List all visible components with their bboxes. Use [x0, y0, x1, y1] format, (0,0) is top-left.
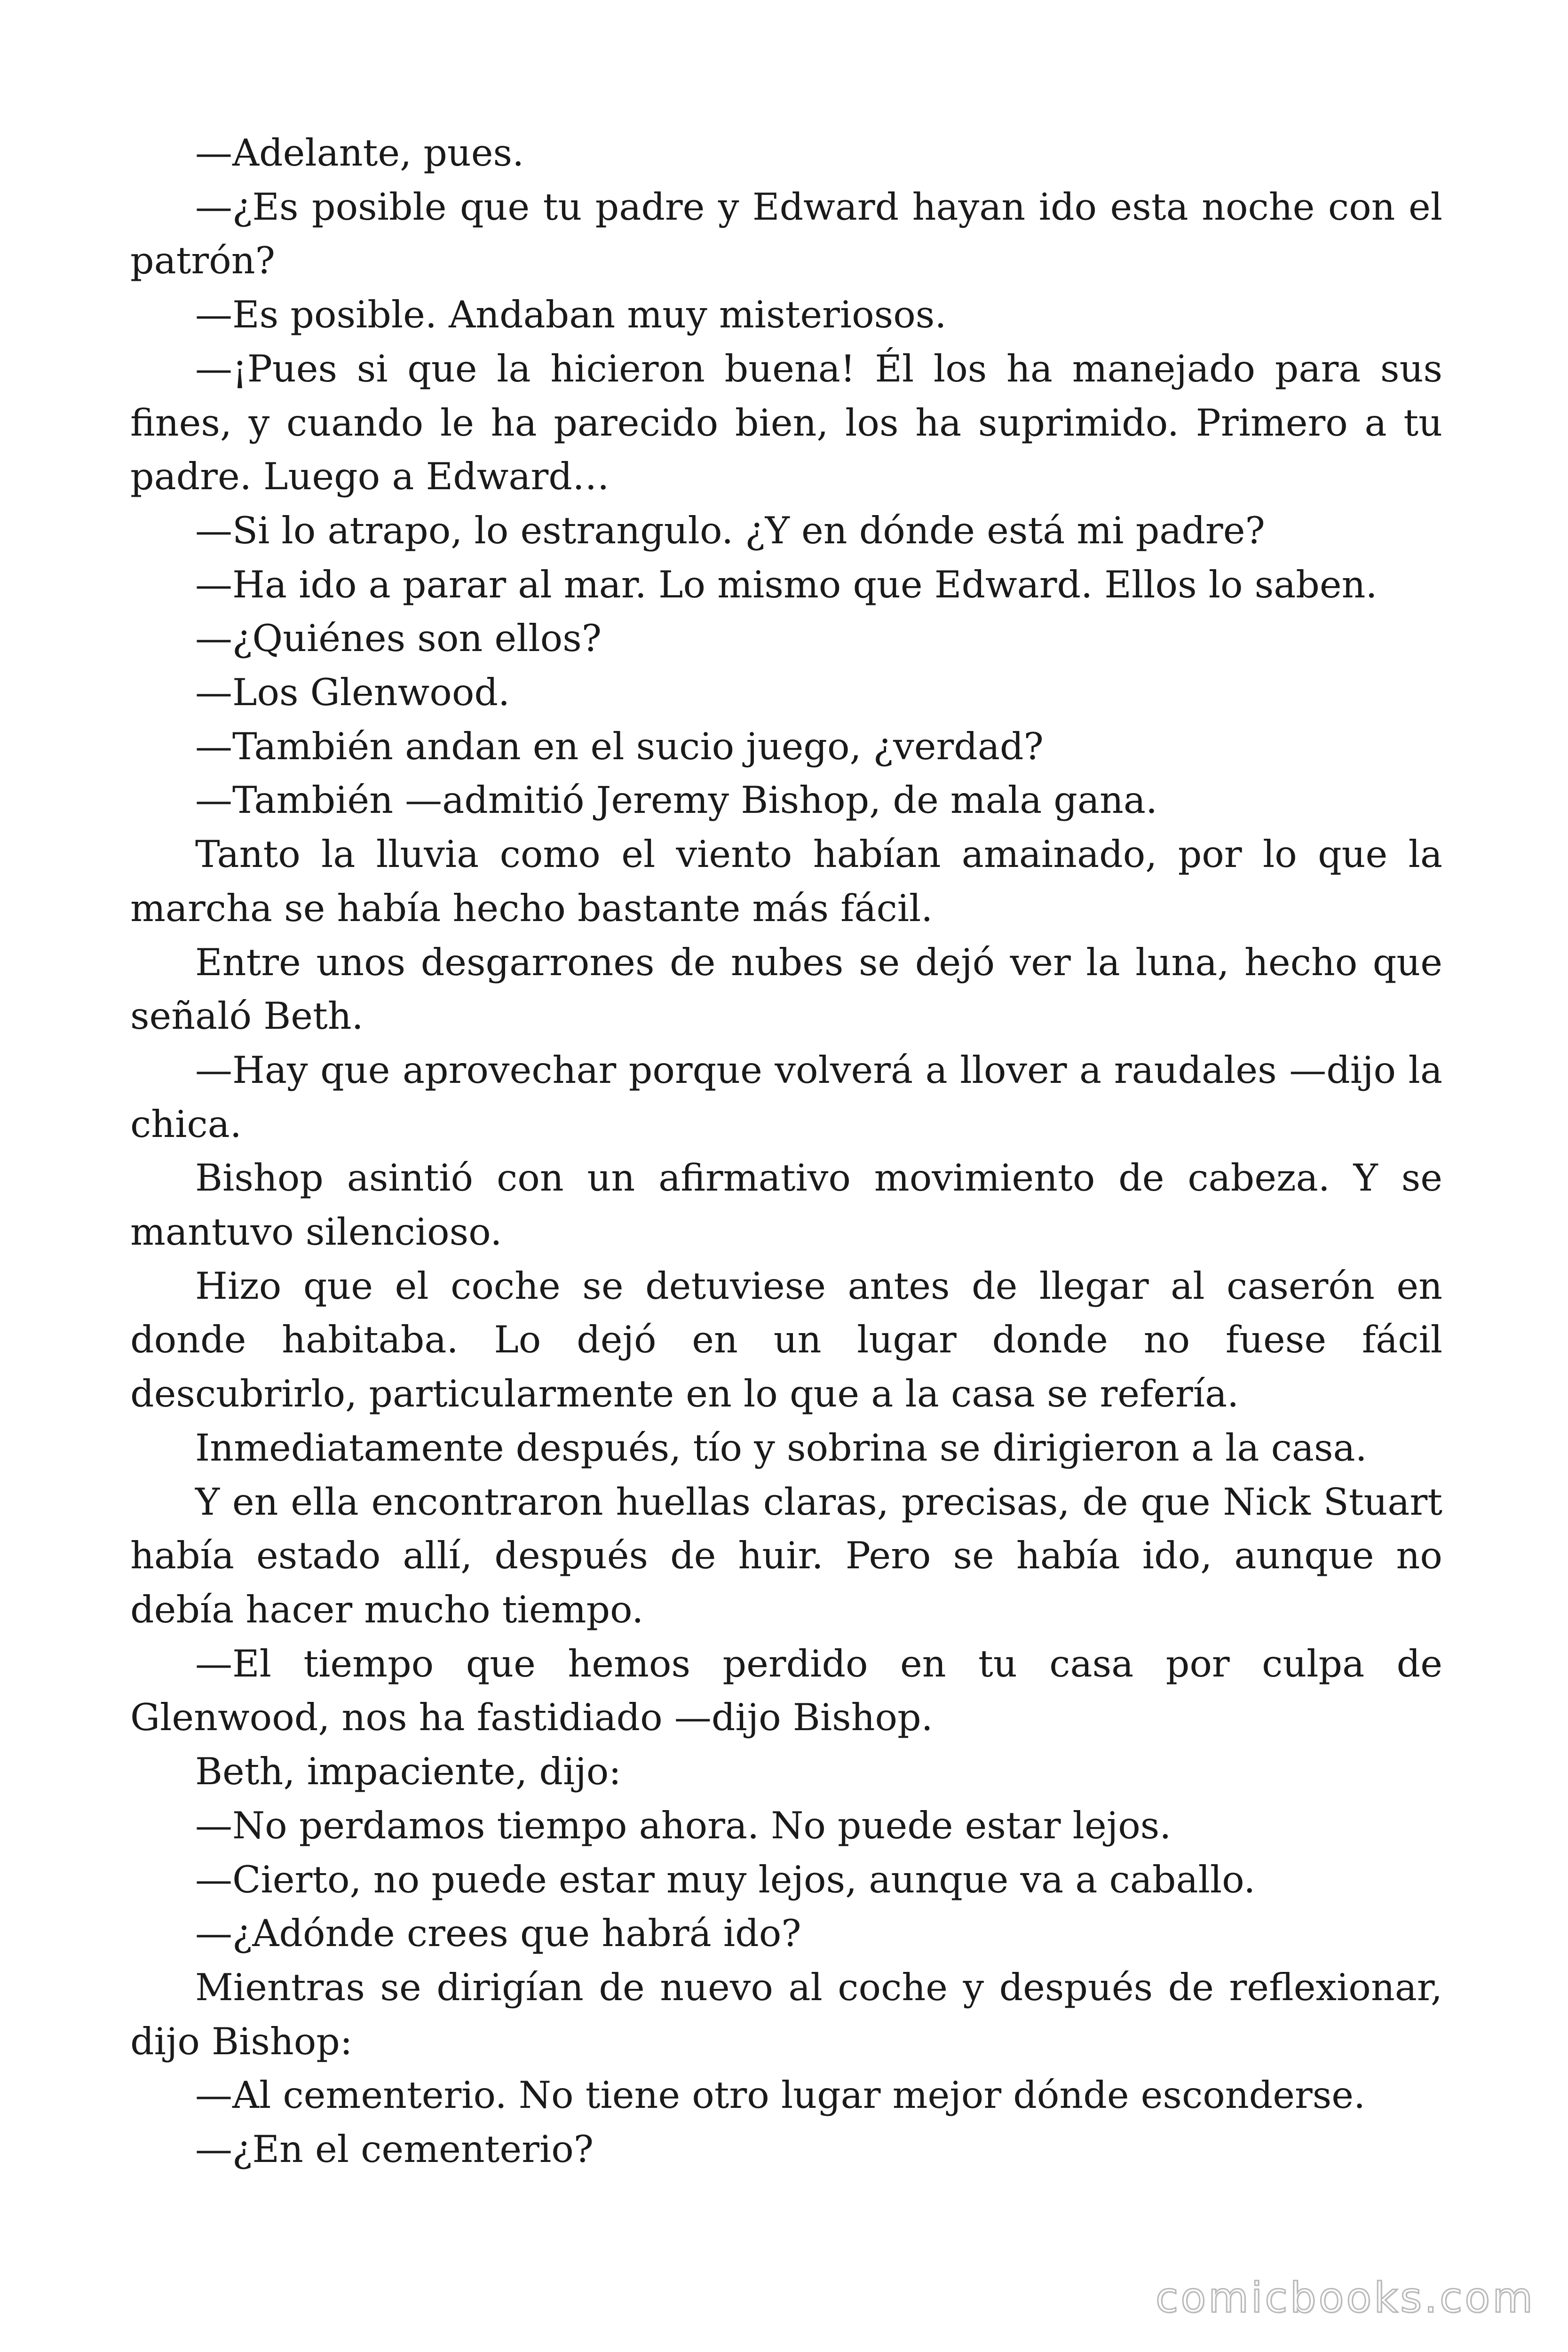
- paragraph: Entre unos desgarrones de nubes se dejó ver la luna, hecho que señaló Beth.: [130, 940, 1442, 1038]
- paragraph: Inmediatamente después, tío y sobrina se dirigieron a la casa.: [195, 1426, 1367, 1470]
- paragraph: —Al cementerio. No tiene otro lugar mejor dónde esconderse.: [195, 2074, 1366, 2117]
- paragraph: Mientras se dirigían de nuevo al coche y después de reflexionar, dijo Bishop:: [130, 1965, 1442, 2063]
- paragraph: —No perdamos tiempo ahora. No puede estar lejos.: [195, 1804, 1172, 1847]
- paragraph: —También —admitió Jeremy Bishop, de mala gana.: [195, 779, 1158, 822]
- paragraph: —¿En el cementerio?: [195, 2128, 594, 2171]
- paragraph: —Si lo atrapo, lo estrangulo. ¿Y en dónde está mi padre?: [195, 509, 1265, 552]
- paragraph: Y en ella encontraron huellas claras, precisas, de que Nick Stuart había estado allí, después de huir. Pero se había ido, aunque no debía hacer mucho tiempo.: [130, 1480, 1442, 1631]
- paragraph: —¿Es posible que tu padre y Edward hayan ido esta noche con el patrón?: [130, 185, 1442, 283]
- paragraph: Tanto la lluvia como el viento habían amainado, por lo que la marcha se había hecho bastante más fácil.: [130, 833, 1442, 930]
- paragraph: Bishop asintió con un afirmativo movimiento de cabeza. Y se mantuvo silencioso.: [130, 1156, 1442, 1254]
- paragraph: —Los Glenwood.: [195, 671, 510, 715]
- watermark: comicbooks.com: [1155, 2273, 1535, 2322]
- paragraph: —Adelante, pues.: [195, 131, 524, 175]
- paragraph: —También andan en el sucio juego, ¿verdad?: [195, 724, 1044, 768]
- body-text: [130, 126, 1442, 2177]
- paragraph: —Ha ido a parar al mar. Lo mismo que Edward. Ellos lo saben.: [195, 563, 1378, 606]
- paragraph: —Hay que aprovechar porque volverá a llover a raudales —dijo la chica.: [130, 1048, 1442, 1146]
- paragraph: Hizo que el coche se detuviese antes de llegar al caserón en donde habitaba. Lo dejó en un lugar donde no fuese fácil descubrirlo, particularmente en lo que a la casa se refería.: [130, 1264, 1442, 1416]
- paragraph: —¿Quiénes son ellos?: [195, 617, 602, 660]
- paragraph: —Es posible. Andaban muy misteriosos.: [195, 293, 947, 337]
- paragraph: —El tiempo que hemos perdido en tu casa por culpa de Glenwood, nos ha fastidiado —dijo Bishop.: [130, 1642, 1442, 1740]
- paragraph: —Cierto, no puede estar muy lejos, aunque va a caballo.: [195, 1858, 1256, 1901]
- paragraph: Beth, impaciente, dijo:: [195, 1750, 621, 1794]
- paragraph: —¡Pues si que la hicieron buena! Él los ha manejado para sus fines, y cuando le ha parecido bien, los ha suprimido. Primero a tu padre. Luego a Edward…: [130, 347, 1442, 499]
- paragraph: —¿Adónde crees que habrá ido?: [195, 1912, 801, 1955]
